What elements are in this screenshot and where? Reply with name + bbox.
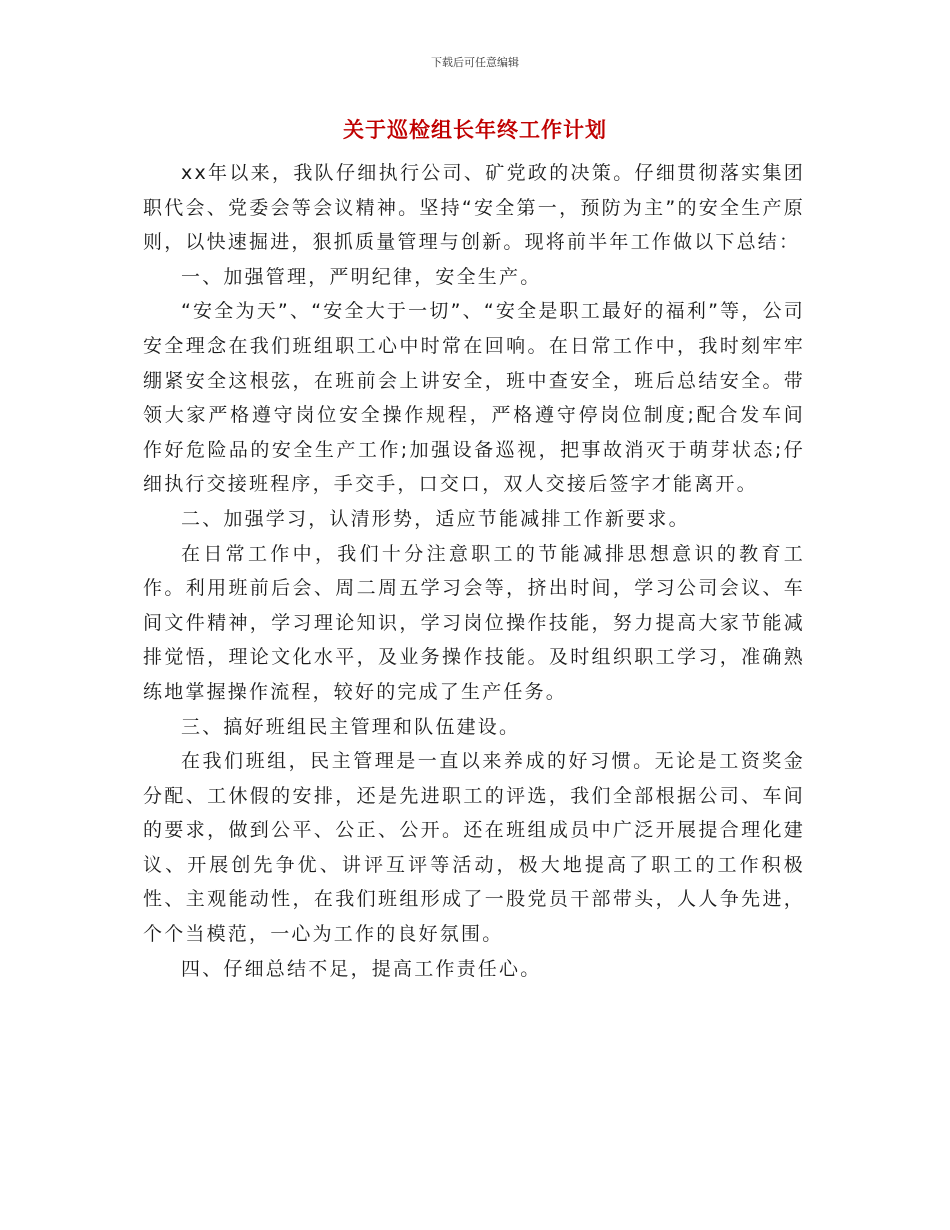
- paragraph-intro: xx年以来，我队仔细执行公司、矿党政的决策。仔细贯彻落实集团职代会、党委会等会议精神。坚持“安全第一，预防为主”的安全生产原则，以快速掘进，狠抓质量管理与创新。现将前半年工作做以下总结：: [143, 162, 805, 254]
- section-heading-1: 一、加强管理，严明纪律，安全生产。: [181, 265, 542, 288]
- header-note: 下载后可任意编辑: [431, 56, 519, 69]
- paragraph-section-3: 在我们班组，民主管理是一直以来养成的好习惯。无论是工资奖金分配、工休假的安排，还是先进职工的评选，我们全部根据公司、车间的要求，做到公平、公正、公开。还在班组成员中广泛开展提合理化建议、开展创先争优、讲评互评等活动，极大地提高了职工的工作积极性、主观能动性，在我们班组形成了一股党员干部带头，人人争先进，个个当模范，一心为工作的良好氛围。: [143, 750, 805, 946]
- section-heading-3: 三、搞好班组民主管理和队伍建设。: [181, 715, 521, 738]
- section-heading-2: 二、加强学习，认清形势，适应节能减排工作新要求。: [181, 507, 690, 530]
- paragraph-section-2: 在日常工作中，我们十分注意职工的节能减排思想意识的教育工作。利用班前后会、周二周五学习会等，挤出时间，学习公司会议、车间文件精神，学习理论知识，学习岗位操作技能，努力提高大家节能减排觉悟，理论文化水平，及业务操作技能。及时组织职工学习，准确熟练地掌握操作流程，较好的完成了生产任务。: [143, 542, 805, 703]
- document-title: 关于巡检组长年终工作计划: [343, 118, 607, 142]
- paragraph-section-1: “安全为天”、“安全大于一切”、“安全是职工最好的福利”等，公司安全理念在我们班组职工心中时常在回响。在日常工作中，我时刻牢牢绷紧安全这根弦，在班前会上讲安全，班中查安全，班后总结安全。带领大家严格遵守岗位安全操作规程，严格遵守停岗位制度;配合发车间作好危险品的安全生产工作;加强设备巡视，把事故消灭于萌芽状态;仔细执行交接班程序，手交手，口交口，双人交接后签字才能离开。: [143, 300, 805, 496]
- document-body: [143, 156, 805, 986]
- section-heading-4: 四、仔细总结不足，提高工作责任心。: [181, 957, 542, 980]
